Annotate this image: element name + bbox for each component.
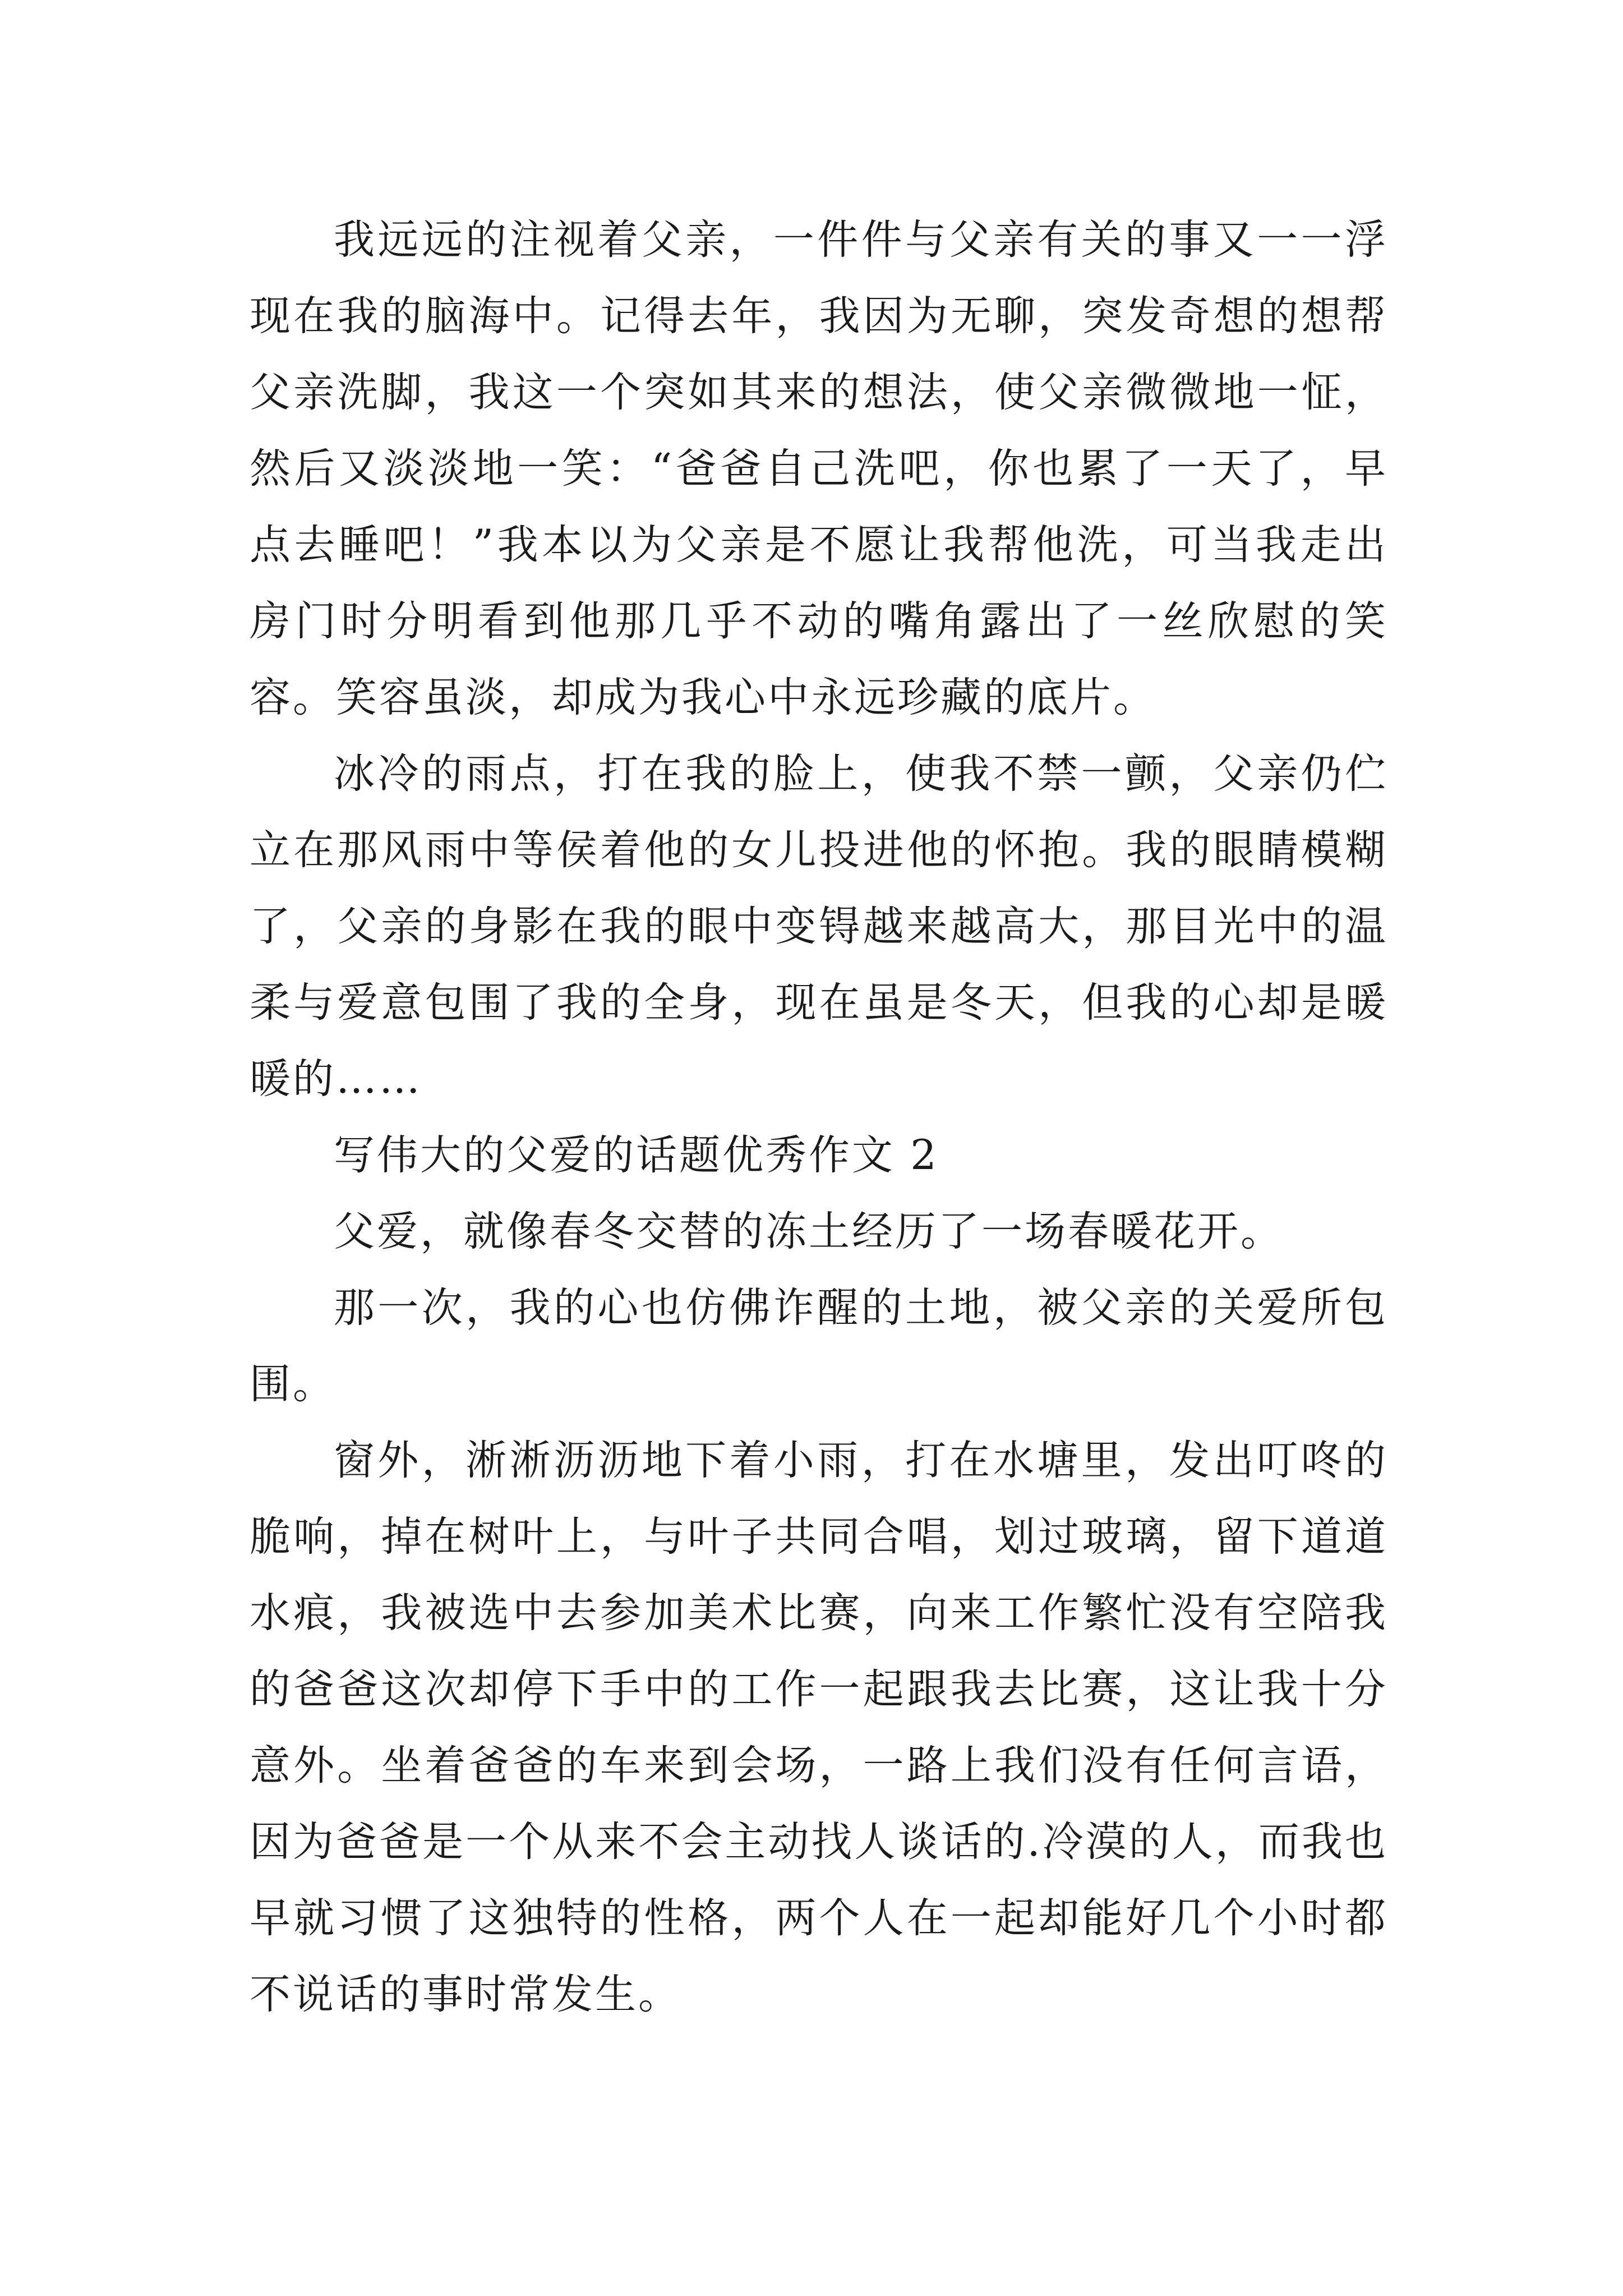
document-body [250, 202, 1388, 2033]
paragraph-5: 窗外，淅淅沥沥地下着小雨，打在水塘里，发出叮咚的脆响，掉在树叶上，与叶子共同合唱，划过玻璃，留下道道水痕，我被选中去参加美术比赛，向来工作繁忙没有空陪我的爸爸这次却停下手中的工作一起跟我去比赛，这让我十分意外。坐着爸爸的车来到会场，一路上我们没有任何言语，因为爸爸是一个从来不会主动找人谈话的.冷漠的人，而我也早就习惯了这独特的性格，两个人在一起却能好几个小时都不说话的事时常发生。 [250, 1437, 1388, 2018]
section-heading: 写伟大的父爱的话题优秀作文 2 [334, 1131, 939, 1179]
paragraph-2: 冰冷的雨点，打在我的脸上，使我不禁一颤，父亲仍伫立在那风雨中等侯着他的女儿投进他的怀抱。我的眼睛模糊了，父亲的身影在我的眼中变锝越来越高大，那目光中的温柔与爱意包围了我的全身，现在虽是冬天，但我的心却是暖暖的…… [250, 750, 1388, 1103]
paragraph-1: 我远远的注视着父亲，一件件与父亲有关的事又一一浮现在我的脑海中。记得去年，我因为无聊，突发奇想的想帮父亲洗脚，我这一个突如其来的想法，使父亲微微地一怔，然后又淡淡地一笑：“爸爸自己洗吧，你也累了一天了，早点去睡吧！”我本以为父亲是不愿让我帮他洗，可当我走出房门时分明看到他那几乎不动的嘴角露出了一丝欣慰的笑容。笑容虽淡，却成为我心中永远珍藏的底片。 [250, 216, 1388, 721]
paragraph-3: 父爱，就像春冬交替的冻土经历了一场春暖花开。 [334, 1208, 1284, 1255]
paragraph-4: 那一次，我的心也仿佛诈醒的土地，被父亲的关爱所包围。 [250, 1284, 1388, 1408]
